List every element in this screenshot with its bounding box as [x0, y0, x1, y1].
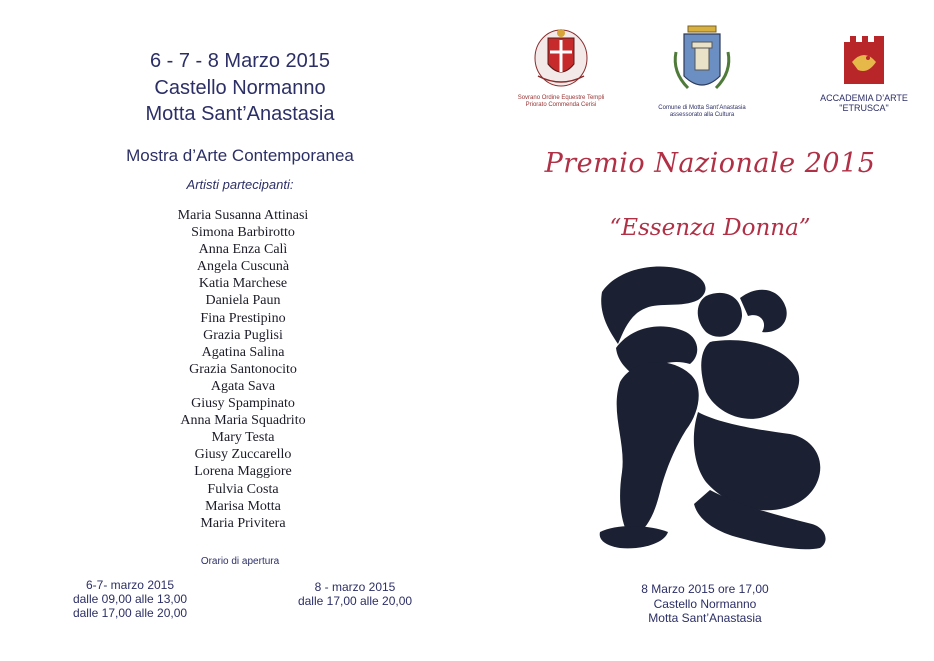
event-town: Motta Sant’Anastasia [648, 611, 762, 625]
comune-caption-line1: Comune di Motta Sant’Anastasia [658, 105, 746, 111]
artist-name: Agata Sava [210, 378, 276, 394]
event-venue: Castello Normanno [653, 596, 757, 611]
hours-days: 8 - marzo 2015 [314, 580, 396, 594]
comune-caption-line2: assessorato alla Cultura [669, 112, 735, 118]
hours-afternoon: dalle 17,00 alle 20,00 [72, 606, 188, 620]
town-name: Motta Sant’Anastasia [145, 103, 335, 125]
artist-name: Mary Testa [211, 430, 275, 446]
artist-name: Grazia Puglisi [203, 327, 283, 343]
artist-name: Lorena Maggiore [194, 464, 292, 480]
artist-name: Simona Barbirotto [191, 225, 295, 241]
artist-name: Agatina Salina [201, 344, 285, 360]
hours-morning: dalle 09,00 alle 13,00 [72, 592, 188, 606]
artist-name: Katia Marchese [198, 276, 288, 292]
opening-hours-8 [280, 580, 430, 608]
accademia-caption-line1: ACCADEMIA D’ARTE [820, 93, 908, 103]
artists-list [143, 207, 343, 532]
comune-crest-icon [652, 22, 752, 100]
artist-name: Maria Susanna Attinasi [177, 208, 309, 223]
comune-logo [652, 22, 752, 119]
order-caption-line1: Sovrano Ordine Equestre Templi [517, 95, 605, 101]
opening-hours-6-7 [60, 578, 200, 620]
event-dates: 6 - 7 - 8 Marzo 2015 [149, 50, 331, 72]
artist-name: Anna Enza Calì [198, 242, 288, 258]
artist-name: Daniela Paun [205, 293, 281, 309]
artists-heading: Artisti partecipanti: [186, 177, 294, 192]
artist-name: Grazia Santonocito [189, 361, 297, 377]
artist-name: Marisa Motta [205, 498, 281, 514]
event-date-time: 8 Marzo 2015 ore 17,00 [641, 582, 769, 596]
artist-name: Maria Privitera [200, 515, 286, 531]
artist-name: Giusy Spampinato [191, 396, 295, 412]
artist-name: Anna Maria Squadrito [180, 413, 306, 429]
artist-name: Fina Prestipino [200, 310, 286, 326]
order-crest-icon [516, 24, 606, 90]
event-info [590, 582, 820, 626]
artist-name: Angela Cuscunà [196, 259, 290, 275]
blue-nude-artwork [590, 262, 840, 562]
award-subtitle: “Essenza Donna” [609, 215, 811, 241]
hours-days: 6-7- marzo 2015 [85, 578, 175, 592]
artist-name: Giusy Zuccarello [194, 447, 292, 463]
hours-afternoon: dalle 17,00 alle 20,00 [297, 594, 413, 608]
venue-name: Castello Normanno [154, 77, 326, 99]
artist-name: Fulvia Costa [207, 481, 279, 497]
exhibition-title: Mostra d’Arte Contemporanea [126, 146, 354, 165]
order-logo [516, 24, 606, 109]
accademia-logo [818, 32, 910, 113]
order-caption-line2: Priorato Commenda Cerisi [525, 102, 597, 108]
award-title: Premio Nazionale 2015 [544, 148, 876, 179]
accademia-emblem-icon [818, 32, 910, 88]
opening-hours-heading: Orario di apertura [200, 556, 280, 567]
accademia-caption-line2: "ETRUSCA" [839, 103, 889, 113]
